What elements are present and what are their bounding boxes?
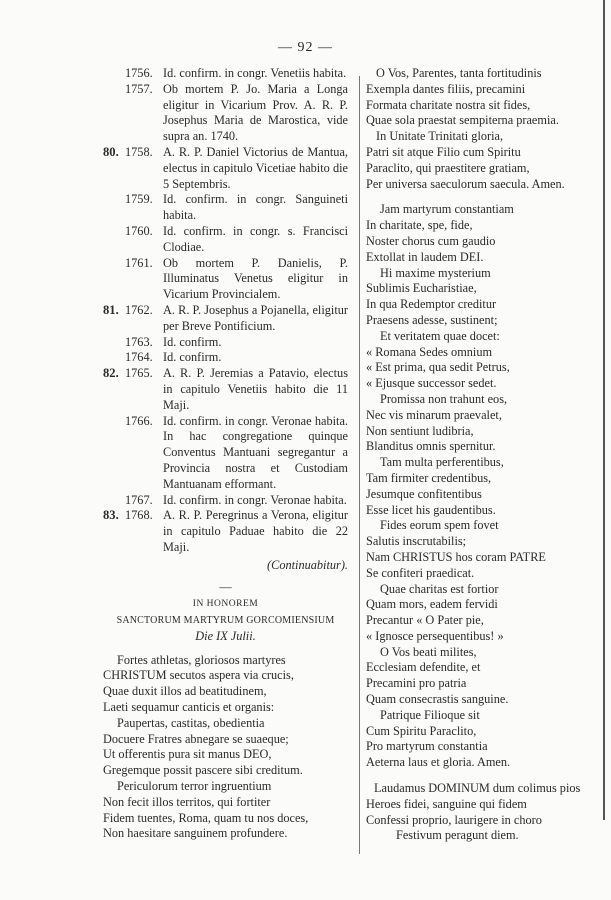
verse-line: Gregemque possit pascere sibi creditum. — [103, 763, 303, 778]
verse-line: Jam martyrum constantiam — [380, 202, 514, 217]
verse-line: Fidem tuentes, Roma, quam tu nos doces, — [103, 810, 309, 825]
entry-year: 1767. — [125, 492, 153, 507]
verse-line: O Vos beati milites, — [380, 644, 477, 659]
entry-num — [103, 350, 125, 366]
verse-line: Exempla dantes filiis, precamini — [366, 81, 526, 96]
hymn-stanza-1 — [366, 66, 601, 192]
verse-line: Cum Spiritu Paraclito, — [366, 723, 477, 738]
entry-text: A. R. P. Daniel Victorius de Mantua, electus in capitulo Vicetiae habito die 5 Septembris. — [163, 144, 348, 191]
verse-line: Laudamus DOMINUM dum colimus pios — [374, 781, 581, 796]
verse-line: Praesens adesse, sustinent; — [366, 312, 498, 327]
entry-year: 1758. — [125, 144, 153, 159]
entry-num — [103, 82, 125, 145]
entry-text: Id. confirm. in congr. Venetiis habita. — [163, 66, 347, 80]
verse-line: Ecclesiam defendite, et — [366, 660, 481, 675]
continuatur-note: (Continuabitur). — [267, 557, 348, 572]
entry-text: Id. confirm. — [163, 334, 222, 349]
hymn-verses-left — [103, 653, 348, 843]
chronicle-entry — [103, 256, 348, 303]
chronicle-entry — [103, 82, 348, 145]
entry-year: 1759. — [125, 192, 153, 207]
verse-line: Promissa non trahunt eos, — [380, 391, 508, 406]
verse-line: Tam firmiter credentibus, — [366, 470, 492, 485]
chronicle-entry — [103, 145, 348, 192]
chronicle-entry — [103, 224, 348, 256]
verse-line: Jesumque confitentibus — [366, 486, 482, 501]
verse-line: O Vos, Parentes, tanta fortitudinis — [376, 66, 542, 80]
entry-num: 80. — [103, 144, 119, 159]
entry-num: 81. — [103, 302, 119, 317]
verse-line: Non sentiunt ludibria, — [366, 423, 474, 438]
verse-line: Per universa saeculorum saecula. Amen. — [366, 176, 565, 191]
entry-text: A. R. P. Josephus a Pojanella, eligitur per Breve Pontificium. — [163, 302, 348, 333]
hymn-heading-date: Die IX Julii. — [195, 628, 256, 643]
chronicle-entry — [103, 335, 348, 351]
verse-line: « Ejusque successor sedet. — [366, 376, 497, 391]
verse-line: Formata charitate nostra sit fides, — [366, 97, 531, 112]
chronicle-entry — [103, 303, 348, 335]
verse-line: Fides eorum spem fovet — [380, 518, 499, 533]
verse-line: Noster chorus cum gaudio — [366, 233, 496, 248]
chronicle-entry — [103, 192, 348, 224]
verse-line: Confessi proprio, laurigere in choro — [366, 812, 542, 827]
page-edge — [603, 0, 605, 820]
entry-text: Ob mortem P. Jo. Maria a Longa eligitur in Vicarium Prov. A. R. P. Josephus Maria de Marostica, vide supra an. 1740. — [163, 81, 348, 144]
entry-year: 1768. — [125, 508, 153, 523]
verse-line: Tam multa perferentibus, — [380, 455, 504, 470]
verse-line: Se confiteri praedicat. — [366, 565, 475, 580]
entry-num — [103, 335, 125, 351]
chronicle-list — [103, 66, 348, 556]
verse-line: « Est prima, qua sedit Petrus, — [366, 360, 510, 375]
verse-line: Nec vis minarum praevalet, — [366, 407, 502, 422]
chronicle-entry — [103, 350, 348, 366]
entry-year: 1757. — [125, 81, 153, 96]
verse-line: Precamini pro patria — [366, 676, 467, 691]
entry-year: 1766. — [125, 413, 153, 428]
chronicle-entry — [103, 508, 348, 555]
entry-num — [103, 192, 125, 224]
verse-line: Docuere Fratres abnegare se suaeque; — [103, 731, 289, 746]
entry-num — [103, 66, 125, 82]
verse-line: Quam consecrastis sanguine. — [366, 692, 509, 707]
verse-line: Fortes athletas, gloriosos martyres — [117, 652, 286, 667]
entry-text: Id. confirm. in congr. Sanguineti habita. — [163, 192, 348, 223]
entry-year: 1764. — [125, 350, 153, 365]
chronicle-entry — [103, 66, 348, 82]
entry-text: Id. confirm. in congr. Veronae habita. — [163, 492, 347, 507]
verse-line: Quae charitas est fortior — [380, 581, 499, 596]
verse-line: Non haesitare sanguinem profundere. — [103, 826, 288, 841]
hymn-stanza-2 — [366, 202, 601, 771]
chronicle-entry — [103, 414, 348, 493]
entry-text: Ob mortem P. Danielis, P. Illuminatus Venetus eligitur in Vicarium Provincialem. — [163, 255, 348, 302]
verse-line: Hi maxime mysterium — [380, 265, 491, 280]
hymn-heading-title: SANCTORUM MARTYRUM GORCOMIENSIUM — [116, 615, 335, 627]
entry-year: 1760. — [125, 223, 153, 238]
verse-line: « Romana Sedes omnium — [366, 344, 493, 359]
entry-text: A. R. P. Jeremias a Patavio, electus in capitulo Venetiis habito die 11 Maji. — [163, 366, 348, 412]
verse-line: Quam mors, eadem fervidi — [366, 597, 498, 612]
entry-text: Id. confirm. in congr. s. Francisci Clodiae. — [163, 223, 348, 254]
verse-line: Patrique Filioque sit — [380, 707, 480, 722]
chronicle-entry — [103, 366, 348, 413]
verse-line: Sublimis Eucharistiae, — [366, 281, 477, 296]
verse-line: Paupertas, castitas, obedientia — [117, 715, 265, 730]
verse-line: Esse licet his gaudentibus. — [366, 502, 496, 517]
entry-num — [103, 256, 125, 303]
verse-line: In charitate, spe, fide, — [366, 218, 473, 233]
verse-line: Pro martyrum constantia — [366, 739, 488, 754]
verse-line: Heroes fidei, sanguine qui fidem — [366, 796, 527, 811]
entry-year: 1762. — [125, 302, 153, 317]
page-number: — 92 — — [278, 40, 333, 55]
verse-line: Aeterna laus et gloria. Amen. — [366, 755, 511, 770]
entry-num: 83. — [103, 508, 119, 523]
verse-line: Salutis inscrutabilis; — [366, 534, 467, 549]
verse-line: CHRISTUM secutos aspera via crucis, — [103, 668, 294, 683]
entry-text: A. R. P. Peregrinus a Verona, eligitur in capitulo Paduae habito die 22 Maji. — [163, 508, 348, 554]
chronicle-entry — [103, 493, 348, 509]
entry-text: Id. confirm. in congr. Veronae habita. In hac congregatione quinque Conventus Mantuani segregantur a Provincia nostra et Custodiam Mantuanam efformant. — [163, 413, 348, 491]
verse-line: Extollat in laudem DEI. — [366, 249, 484, 264]
verse-line: In qua Redemptor creditur — [366, 297, 497, 312]
hymn-heading-small: IN HONOREM — [192, 599, 259, 610]
entry-year: 1765. — [125, 366, 153, 381]
verse-line: « Ignosce persequentibus! » — [366, 628, 504, 643]
verse-line: Precantur « O Pater pie, — [366, 613, 484, 628]
column-divider — [359, 76, 360, 854]
verse-line: Et veritatem quae docet: — [380, 328, 500, 343]
verse-line: Paraclito, qui praestitere gratiam, — [366, 160, 530, 175]
entry-text: Id. confirm. — [163, 350, 222, 365]
entry-year: 1763. — [125, 334, 153, 349]
verse-line: Blanditus omnis spernitur. — [366, 439, 496, 454]
entry-year: 1761. — [125, 255, 153, 270]
right-column — [366, 66, 601, 844]
entry-num — [103, 493, 125, 509]
entry-num — [103, 414, 125, 493]
verse-line: Laeti sequamur canticis et organis: — [103, 700, 275, 715]
entry-num: 82. — [103, 366, 119, 381]
entry-num — [103, 224, 125, 256]
verse-line: Ut offerentis pura sit manus DEO, — [103, 747, 272, 762]
verse-line: Quae duxit illos ad beatitudinem, — [103, 684, 267, 699]
verse-line: Nam CHRISTUS hos coram PATRE — [366, 549, 546, 564]
verse-line: Non fecit illos territos, qui fortiter — [103, 794, 271, 809]
verse-line: In Unitate Trinitati gloria, — [376, 129, 504, 144]
verse-line: Patri sit atque Filio cum Spiritu — [366, 144, 521, 159]
verse-line: Periculorum terror ingruentium — [117, 779, 272, 794]
verse-line: Quae sola praestat sempiterna praemia. — [366, 113, 559, 128]
entry-year: 1756. — [125, 66, 153, 80]
left-column — [103, 66, 348, 842]
section-separator: — — [219, 579, 232, 594]
verse-line: Festivum peragunt diem. — [396, 828, 519, 843]
hymn-stanza-3 — [366, 781, 601, 844]
